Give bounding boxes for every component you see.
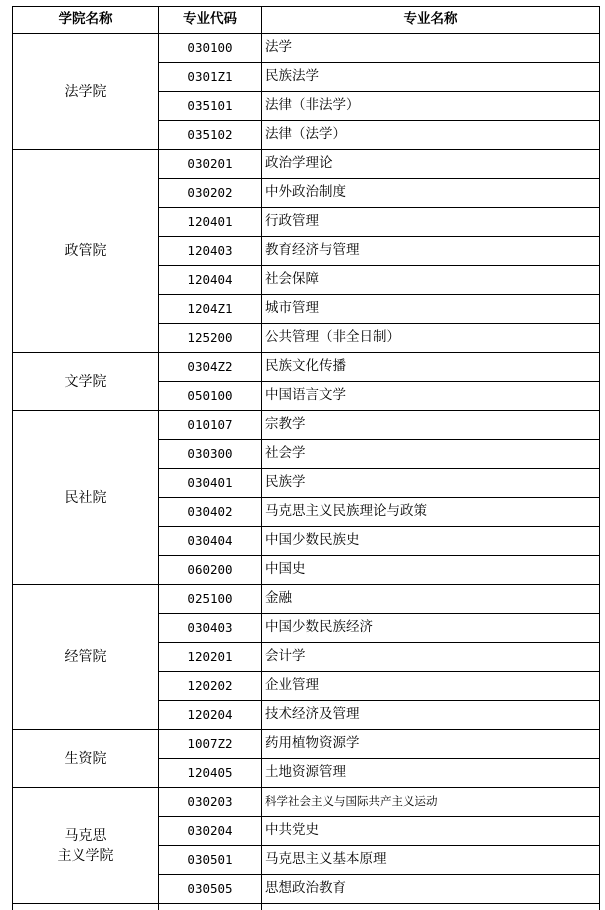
- college-name: [13, 150, 159, 353]
- major-name: 政治学理论: [262, 150, 600, 179]
- major-name: 民族法学: [262, 63, 600, 92]
- table-row: [13, 788, 600, 817]
- cut-off-row: [13, 904, 600, 910]
- major-code: 120404: [159, 266, 262, 295]
- major-code: 120202: [159, 672, 262, 701]
- major-name: 企业管理: [262, 672, 600, 701]
- major-code: 120403: [159, 237, 262, 266]
- major-name: 会计学: [262, 643, 600, 672]
- major-name: 城市管理: [262, 295, 600, 324]
- cut-off-cell: [262, 904, 600, 910]
- major-code: 0301Z1: [159, 63, 262, 92]
- table-body: [13, 34, 600, 910]
- major-code: 0304Z2: [159, 353, 262, 382]
- cut-off-cell: [159, 904, 262, 910]
- header-name: 专业名称: [262, 7, 600, 34]
- major-code: 120201: [159, 643, 262, 672]
- major-name: 科学社会主义与国际共产主义运动: [262, 788, 600, 817]
- major-code: 050100: [159, 382, 262, 411]
- major-name: 行政管理: [262, 208, 600, 237]
- major-name: 马克思主义基本原理: [262, 846, 600, 875]
- major-name: 中国少数民族史: [262, 527, 600, 556]
- major-name: 法学: [262, 34, 600, 63]
- table-row: [13, 150, 600, 179]
- major-name: 金融: [262, 585, 600, 614]
- college-name-line: 主义学院: [57, 847, 114, 864]
- major-name: 马克思主义民族理论与政策: [262, 498, 600, 527]
- table-row: [13, 353, 600, 382]
- table-row: [13, 411, 600, 440]
- major-name: 药用植物资源学: [262, 730, 600, 759]
- major-name: 技术经济及管理: [262, 701, 600, 730]
- header-college: 学院名称: [13, 7, 159, 34]
- table-row: [13, 34, 600, 63]
- major-code: 030505: [159, 875, 262, 904]
- college-name: [13, 585, 159, 730]
- major-name: 中国史: [262, 556, 600, 585]
- major-code: 120204: [159, 701, 262, 730]
- major-name: 社会学: [262, 440, 600, 469]
- major-code: 030403: [159, 614, 262, 643]
- major-code: 030404: [159, 527, 262, 556]
- major-code: 030201: [159, 150, 262, 179]
- major-code: 125200: [159, 324, 262, 353]
- header-code: 专业代码: [159, 7, 262, 34]
- college-name-line: 马克思: [64, 827, 107, 844]
- major-code: 030401: [159, 469, 262, 498]
- major-name: 中国语言文学: [262, 382, 600, 411]
- major-code: 030204: [159, 817, 262, 846]
- major-code: 030402: [159, 498, 262, 527]
- major-code: 120405: [159, 759, 262, 788]
- major-code: 030100: [159, 34, 262, 63]
- major-name: 公共管理（非全日制）: [262, 324, 600, 353]
- major-code: 010107: [159, 411, 262, 440]
- major-code: 035102: [159, 121, 262, 150]
- college-name-line: 文学院: [64, 373, 107, 390]
- major-name: 思想政治教育: [262, 875, 600, 904]
- major-name: 法律（法学）: [262, 121, 600, 150]
- major-name: 民族学: [262, 469, 600, 498]
- major-name: 中国少数民族经济: [262, 614, 600, 643]
- college-name-line: 生资院: [64, 750, 107, 767]
- table-row: [13, 585, 600, 614]
- college-name: [13, 353, 159, 411]
- major-name: 中外政治制度: [262, 179, 600, 208]
- major-name: 社会保障: [262, 266, 600, 295]
- majors-table: [12, 6, 600, 910]
- college-name-line: 经管院: [64, 649, 107, 665]
- major-code: 030501: [159, 846, 262, 875]
- college-name: [13, 788, 159, 904]
- major-code: 1204Z1: [159, 295, 262, 324]
- major-code: 1007Z2: [159, 730, 262, 759]
- cut-off-cell: [13, 904, 159, 910]
- major-name: 法律（非法学）: [262, 92, 600, 121]
- header-row: [13, 7, 600, 34]
- college-name: [13, 730, 159, 788]
- college-name-line: 法学院: [64, 83, 107, 100]
- college-name-line: 政管院: [64, 243, 107, 259]
- college-name: [13, 411, 159, 585]
- table-row: [13, 730, 600, 759]
- major-code: 035101: [159, 92, 262, 121]
- major-name: 教育经济与管理: [262, 237, 600, 266]
- major-name: 民族文化传播: [262, 353, 600, 382]
- major-code: 030202: [159, 179, 262, 208]
- major-name: 土地资源管理: [262, 759, 600, 788]
- major-code: 030300: [159, 440, 262, 469]
- major-code: 060200: [159, 556, 262, 585]
- major-code: 030203: [159, 788, 262, 817]
- college-name-line: 民社院: [64, 489, 107, 506]
- major-name: 宗教学: [262, 411, 600, 440]
- major-code: 025100: [159, 585, 262, 614]
- college-name: [13, 34, 159, 150]
- major-code: 120401: [159, 208, 262, 237]
- major-name: 中共党史: [262, 817, 600, 846]
